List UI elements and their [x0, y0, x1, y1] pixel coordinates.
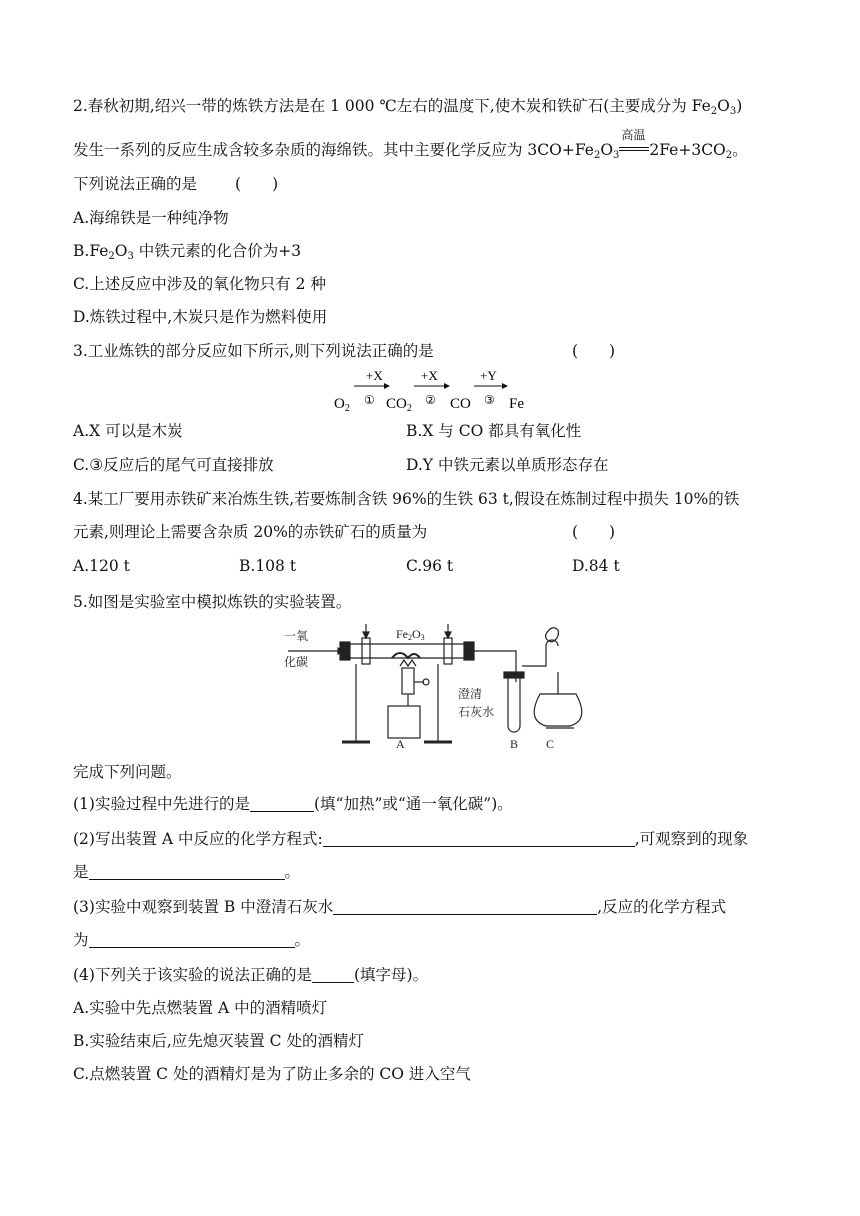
- step3-reagent: +Y: [480, 368, 497, 383]
- right-stopper: [464, 642, 474, 660]
- limewater-label-1: 澄清: [458, 687, 483, 701]
- label-b: B: [510, 737, 519, 748]
- chain-fe: Fe: [509, 396, 524, 412]
- q2-ask: 下列说法正确的是 ( ): [73, 175, 279, 193]
- q4-option-c: C.96 t: [406, 557, 454, 575]
- step1-arrowhead: [384, 383, 390, 389]
- q5-intro: 完成下列问题。: [73, 763, 182, 781]
- q4-answer-paren: ( ): [572, 523, 616, 541]
- step2-number: ②: [425, 393, 436, 407]
- q5-part-4: (4)下列关于该实验的说法正确的是 (填字母)。: [73, 966, 429, 984]
- answer-blank-1[interactable]: [250, 795, 314, 812]
- q3-option-a: A.X 可以是木炭: [73, 422, 183, 440]
- q5-part-3-cont: 为 。: [73, 931, 311, 949]
- test-tube: [508, 676, 520, 732]
- q2-option-b: $B.Fe_2O_3$ 中铁元素的化合价为+3: [73, 242, 302, 262]
- answer-blank-6[interactable]: [312, 966, 354, 983]
- answer-blank-3[interactable]: [89, 863, 285, 880]
- step2-arrowhead: [444, 383, 450, 389]
- q5-part-2: (2)写出装置 A 中反应的化学方程式: ,可观察到的现象: [73, 830, 749, 848]
- q2-option-d: D.炼铁过程中,木炭只是作为燃料使用: [73, 308, 328, 326]
- q2-option-c: C.上述反应中涉及的氧化物只有 2 种: [73, 275, 326, 293]
- label-c: C: [546, 737, 555, 748]
- burner-tube: [402, 668, 414, 694]
- q2-stem-line-2: 发生一系列的反应生成含较多杂质的海绵铁。其中主要化学反应为 $3CO+Fe_2O_3$ 高温 $2Fe+3CO_2$。: [73, 140, 748, 160]
- step1-reagent: +X: [366, 368, 383, 383]
- reaction-condition: [619, 128, 649, 160]
- q3-option-d: D.Y 中铁元素以单质形态存在: [406, 456, 609, 474]
- q4-stem-line-2: 元素,则理论上需要含杂质 20%的赤铁矿石的质量为: [73, 523, 428, 541]
- ore-powder: [392, 653, 420, 658]
- q4-option-b: B.108 t: [239, 557, 297, 575]
- right-clamp: [444, 638, 452, 664]
- glass-tube: [344, 644, 472, 658]
- q5-option-a: A.实验中先点燃装置 A 中的酒精喷灯: [73, 999, 328, 1017]
- q3-option-c: C.③反应后的尾气可直接排放: [73, 456, 274, 474]
- chain-co2: $CO_2$: [386, 396, 412, 414]
- right-down-arrow: [445, 632, 451, 638]
- reaction-chain: [334, 368, 544, 414]
- q4-option-d: D.84 t: [572, 557, 620, 575]
- step1-number: ①: [364, 393, 375, 407]
- q2-option-a: A.海绵铁是一种纯净物: [73, 209, 229, 227]
- left-clamp: [362, 638, 370, 664]
- left-stopper: [340, 642, 350, 660]
- q5-part-1: (1)实验过程中先进行的是 (填“加热”或“通一氧化碳”)。: [73, 795, 513, 813]
- q5-option-c: C.点燃装置 C 处的酒精灯是为了防止多余的 CO 进入空气: [73, 1065, 471, 1083]
- exhaust-tube: [522, 640, 558, 666]
- step3-number: ③: [484, 393, 495, 407]
- q3-option-b: B.X 与 CO 都具有氧化性: [406, 422, 582, 440]
- step3-arrowhead: [502, 383, 508, 389]
- inlet-label-2: 化碳: [284, 655, 309, 669]
- q4-option-a: A.120 t: [73, 557, 130, 575]
- q5-option-b: B.实验结束后,应先熄灭装置 C 处的酒精灯: [73, 1032, 364, 1050]
- alcohol-lamp: [534, 694, 582, 726]
- left-down-arrow: [363, 632, 369, 638]
- burner-flame: [400, 660, 416, 666]
- step2-reagent: +X: [421, 368, 438, 383]
- fe2o3-label: Fe2O3: [396, 627, 425, 642]
- q5-stem: 5.如图是实验室中模拟炼铁的实验装置。: [73, 593, 352, 611]
- apparatus-figure: [284, 624, 584, 748]
- q5-part-2-cont: 是 。: [73, 863, 301, 881]
- inlet-label-1: 一氧: [284, 629, 309, 643]
- answer-paren: ( ): [235, 175, 279, 193]
- chain-co: CO: [450, 396, 471, 412]
- q3-answer-paren: ( ): [572, 342, 616, 360]
- limewater-label-2: 石灰水: [458, 705, 495, 719]
- q4-stem-line-1: 4.某工厂要用赤铁矿来冶炼生铁,若要炼制含铁 96%的生铁 63 t,假设在炼制过程中损失 10%的铁: [73, 490, 740, 508]
- q5-part-3: (3)实验中观察到装置 B 中澄清石灰水 ,反应的化学方程式: [73, 898, 727, 916]
- q2-stem-line-1: 2.春秋初期,绍兴一带的炼铁方法是在 1 000 ℃左右的温度下,使木炭和铁矿石(主要成分为 $Fe_2O_3$): [73, 97, 743, 117]
- chain-o2: $O_2$: [334, 396, 350, 414]
- test-tube-stopper: [504, 672, 524, 678]
- condition-label: 高温: [621, 128, 646, 142]
- label-a: A: [396, 737, 405, 748]
- answer-blank-5[interactable]: [89, 931, 295, 948]
- answer-blank-4[interactable]: [333, 898, 597, 915]
- equals-bar: [619, 147, 649, 151]
- fuel-reservoir: [388, 706, 420, 738]
- answer-blank-2[interactable]: [323, 830, 635, 847]
- q3-stem: 3.工业炼铁的部分反应如下所示,则下列说法正确的是: [73, 342, 434, 360]
